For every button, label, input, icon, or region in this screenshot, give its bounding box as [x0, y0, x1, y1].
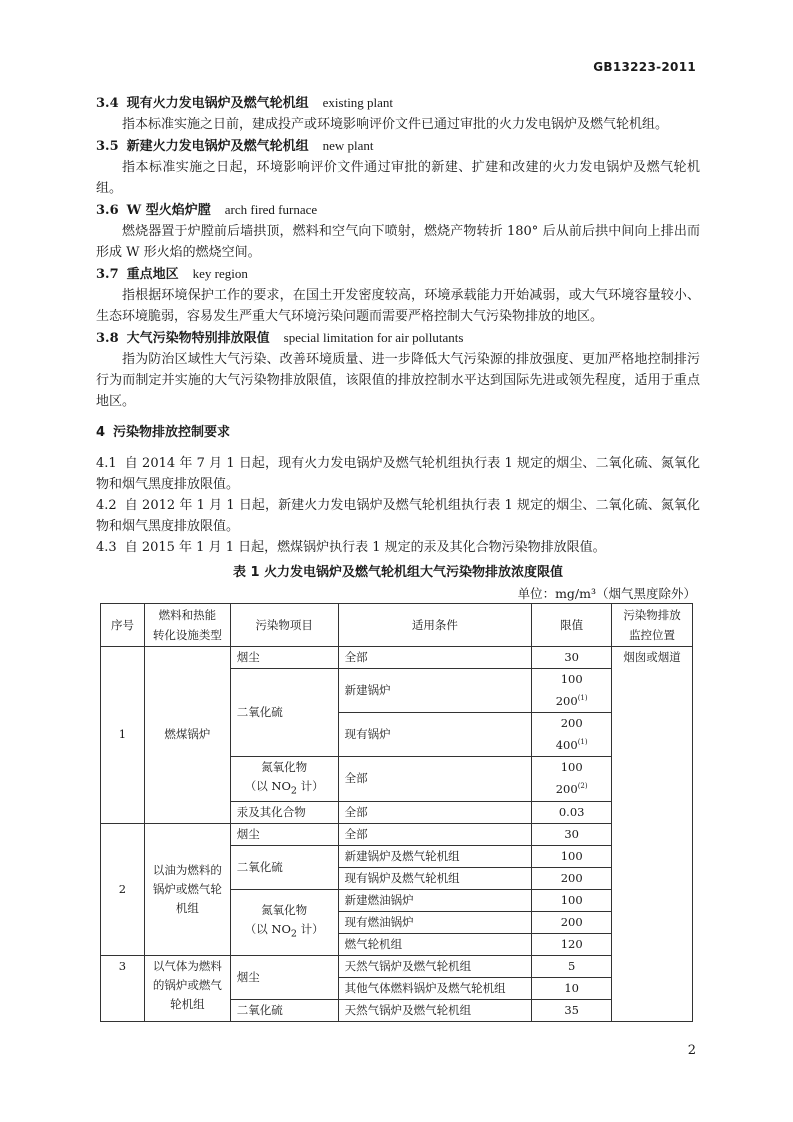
limit-cell: 200: [532, 911, 612, 933]
limit-cell: 200 400$^{(1)}$: [532, 712, 612, 756]
section-body: 指为防治区域性大气污染、改善环境质量、进一步降低大气污染源的排放强度、更加严格地控制排污行为而制定并实施的大气污染物排放限值，该限值的排放控制水平达到国际先进或领先程度，适用于重点地区。: [96, 352, 700, 409]
condition-cell: 燃气轮机组: [338, 933, 532, 955]
clause: 4.1 自 2014 年 7 月 1 日起，现有火力发电锅炉及燃气轮机组执行表 1 规定的烟尘、二氧化硫、氮氧化物和烟气黑度排放限值。: [96, 456, 700, 492]
section-body: 燃烧器置于炉膛前后墙拱顶，燃料和空气向下喷射，燃烧产物转折 180° 后从前后拱中间向上排出而形成 W 形火焰的燃烧空间。: [96, 224, 700, 260]
limit-cell: 100 200$^{(1)}$: [532, 669, 612, 713]
monitor-cell: 烟囱或烟道: [612, 647, 693, 1022]
condition-cell: 其他气体燃料锅炉及燃气轮机组: [338, 977, 532, 999]
header-condition: 适用条件: [338, 604, 532, 647]
item-cell: 汞及其化合物: [230, 801, 338, 823]
fuel-cell: 以油为燃料的 锅炉或燃气轮 机组: [144, 823, 230, 955]
seq-cell: 3: [101, 955, 145, 1021]
table-row: [101, 823, 693, 845]
section-body: 指本标准实施之日前，建成投产或环境影响评价文件已通过审批的火力发电锅炉及燃气轮机组。: [122, 117, 669, 132]
condition-cell: 全部: [338, 801, 532, 823]
clause: 4.2 自 2012 年 1 月 1 日起，新建火力发电锅炉及燃气轮机组执行表 1 规定的烟尘、二氧化硫、氮氧化物和烟气黑度排放限值。: [96, 498, 700, 534]
item-cell: 烟尘: [230, 647, 338, 669]
section-heading: 3.8 大气污染物特别排放限值 special limitation for air pollutants: [96, 330, 464, 346]
condition-cell: 现有锅炉: [338, 712, 532, 756]
limit-cell: 120: [532, 933, 612, 955]
limit-cell: 5: [532, 955, 612, 977]
condition-cell: 现有锅炉及燃气轮机组: [338, 867, 532, 889]
table-row: [101, 955, 693, 977]
section-body: 指本标准实施之日起，环境影响评价文件通过审批的新建、扩建和改建的火力发电锅炉及燃气轮机组。: [96, 160, 700, 196]
fuel-cell: 燃煤锅炉: [144, 647, 230, 824]
item-cell: 氮氧化物 （以 $NO_2$ 计）: [230, 756, 338, 801]
emission-limits-table: [100, 603, 693, 1022]
item-cell: 烟尘: [230, 955, 338, 999]
section-heading: 3.4 现有火力发电锅炉及燃气轮机组 existing plant: [96, 95, 394, 111]
section-body: 指根据环境保护工作的要求，在国土开发密度较高，环境承载能力开始减弱，或大气环境容量较小、生态环境脆弱，容易发生严重大气环境污染问题而需要严格控制大气污染物排放的地区。: [96, 288, 700, 324]
fuel-cell: 以气体为燃料 的锅炉或燃气 轮机组: [144, 955, 230, 1021]
limit-cell: 100 200$^{(2)}$: [532, 756, 612, 801]
section-heading: 3.6 W 型火焰炉膛 arch fired furnace: [96, 202, 318, 218]
table-row: [101, 647, 693, 669]
limit-cell: 30: [532, 823, 612, 845]
table-header-row: [101, 604, 693, 647]
condition-cell: 全部: [338, 823, 532, 845]
limit-cell: 200: [532, 867, 612, 889]
condition-cell: 天然气锅炉及燃气轮机组: [338, 955, 532, 977]
item-cell: 二氧化硫: [230, 669, 338, 757]
section-heading: 3.7 重点地区 key region: [96, 266, 248, 282]
item-cell: 二氧化硫: [230, 845, 338, 889]
condition-cell: 新建锅炉及燃气轮机组: [338, 845, 532, 867]
item-cell: 氮氧化物 （以 $NO_2$ 计）: [230, 889, 338, 955]
page-number: 2: [687, 1043, 696, 1058]
standard-code: GB13223-2011: [593, 60, 696, 74]
header-limit: 限值: [532, 604, 612, 647]
table-unit-note: 单位：mg/m³（烟气黑度除外）: [517, 586, 696, 601]
seq-cell: 1: [101, 647, 145, 824]
condition-cell: 现有燃油锅炉: [338, 911, 532, 933]
limit-cell: 30: [532, 647, 612, 669]
limit-cell: 0.03: [532, 801, 612, 823]
limit-cell: 35: [532, 999, 612, 1021]
limit-cell: 100: [532, 845, 612, 867]
header-fuel: 燃料和热能 转化设施类型: [144, 604, 230, 647]
header-item: 污染物项目: [230, 604, 338, 647]
condition-cell: 新建锅炉: [338, 669, 532, 713]
limit-cell: 100: [532, 889, 612, 911]
condition-cell: 全部: [338, 647, 532, 669]
condition-cell: 全部: [338, 756, 532, 801]
clause: 4.3 自 2015 年 1 月 1 日起，燃煤锅炉执行表 1 规定的汞及其化合物污染物排放限值。: [96, 540, 606, 555]
limit-cell: 10: [532, 977, 612, 999]
condition-cell: 新建燃油锅炉: [338, 889, 532, 911]
header-monitor: 污染物排放 监控位置: [612, 604, 693, 647]
section-heading: 3.5 新建火力发电锅炉及燃气轮机组 new plant: [96, 138, 374, 154]
item-cell: 烟尘: [230, 823, 338, 845]
table-caption: 表 1 火力发电锅炉及燃气轮机组大气污染物排放浓度限值: [232, 565, 564, 580]
chapter-heading: 4 污染物排放控制要求: [96, 425, 231, 440]
header-seq: 序号: [101, 604, 145, 647]
condition-cell: 天然气锅炉及燃气轮机组: [338, 999, 532, 1021]
seq-cell: 2: [101, 823, 145, 955]
document-body: [96, 92, 700, 604]
item-cell: 二氧化硫: [230, 999, 338, 1021]
